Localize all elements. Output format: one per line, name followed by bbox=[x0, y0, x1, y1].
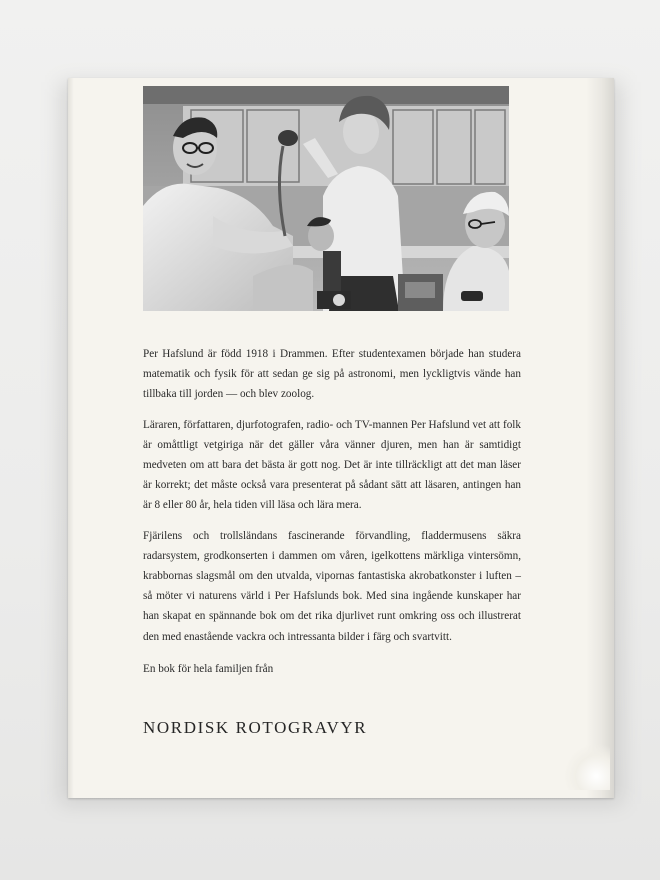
blurb-text bbox=[143, 344, 521, 689]
blurb-paragraph-3: Fjärilens och trollsländans fascinerande förvandling, fladdermusens säkra radarsystem, grodkonserten i dammen om våren, igelkottens märkliga vintersömn, krabbornas slagsmål om den utvalda, vipornas fantastiska akrobatkonster i luften – så möter vi naturens värld i Per Hafslunds bok. Med sina ingående kunskaper har han skapat en spännande bok om det rika djurlivet runt omkring oss och illustrerat den med enastående vackra och intressanta bilder i färg och svartvitt. bbox=[143, 529, 521, 643]
author-photo bbox=[143, 86, 509, 311]
blurb-paragraph-1: Per Hafslund är född 1918 i Drammen. Efter studentexamen började han studera matematik och fysik för att sedan ge sig på astronomi, men lyckligtvis vände han tillbaka till jorden — och blev zoolog. bbox=[143, 348, 521, 401]
closing-line: En bok för hela familjen från bbox=[143, 662, 274, 675]
blurb-paragraph-2: Läraren, författaren, djurfotografen, radio- och TV-mannen Per Hafslund vet att folk är omåttligt vetgiriga när det gäller våra vänner djuren, men han är samtidigt medveten om att bara det bästa är gott nog. Det är inte tillräckligt att det man läser är korrekt; det måste också vara presenterat på sådant sätt att läsaren, antingen han är 8 eller 80 år, hela tiden vill läsa och lära mera. bbox=[143, 418, 521, 512]
cover-corner-wear bbox=[564, 744, 610, 790]
cover-left-edge bbox=[68, 78, 74, 798]
author-photo-image bbox=[143, 86, 509, 311]
publisher-name: NORDISK ROTOGRAVYR bbox=[143, 718, 368, 737]
book-back-cover bbox=[68, 78, 614, 798]
cover-spine-edge bbox=[586, 78, 614, 798]
